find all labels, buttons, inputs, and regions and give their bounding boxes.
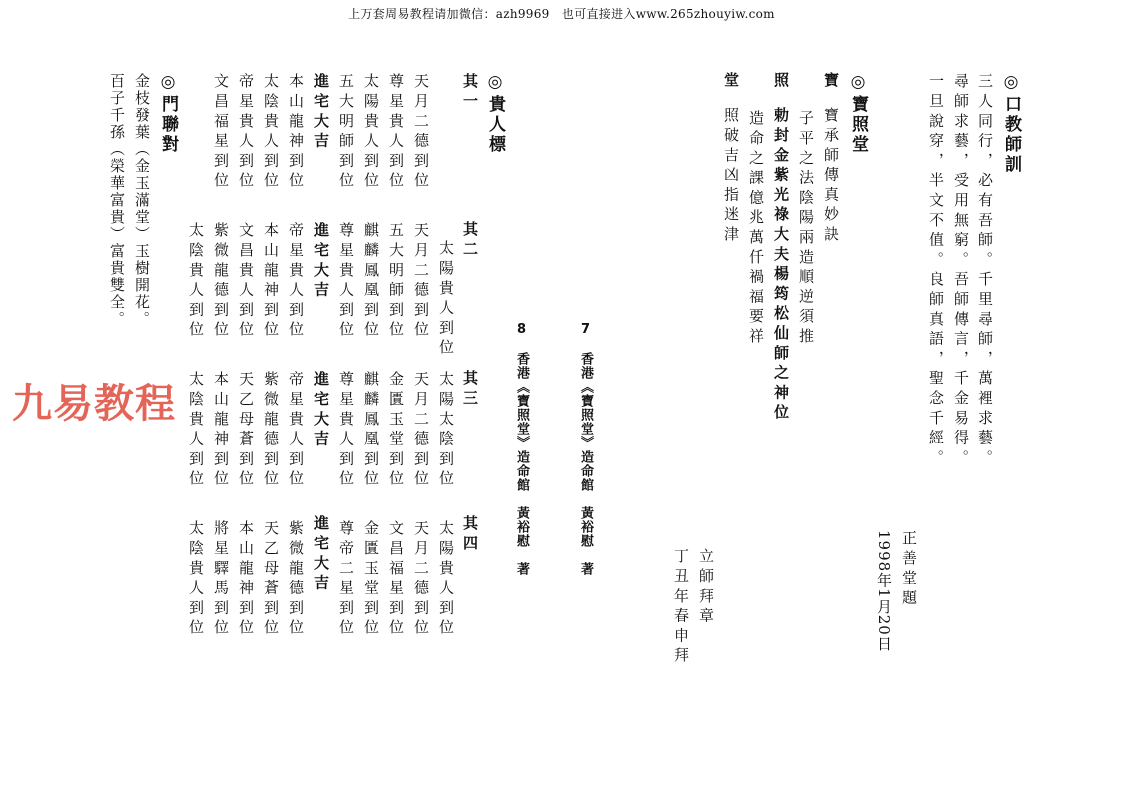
teacher-line: 一旦說穿，半文不值。良師真語，聖念千經。 (927, 73, 945, 469)
guiren-line: 天月二德到位 (412, 222, 430, 341)
guiren-line: 紫微龍德到位 (262, 371, 280, 490)
guiren-line: 太陰貴人到位 (262, 73, 280, 192)
guiren-line: 天月二德到位 (412, 371, 430, 490)
baozhao-head: 照 (772, 72, 790, 92)
baozhao-head: 寶 (822, 72, 840, 92)
teacher-title: ◎口教師訓 (1001, 72, 1021, 175)
group-label: 其三 (461, 370, 479, 410)
guiren-line: 太陰貴人到位 (187, 222, 205, 341)
baozhao-sign: 立師拜章 (697, 548, 715, 628)
guiren-line: 尊星貴人到位 (387, 73, 405, 192)
guiren-line: 紫微龍德到位 (212, 222, 230, 341)
teacher-line: 尋師求藝，受用無窮。吾師傳言，千金易得。 (952, 73, 970, 469)
guiren-title: ◎貴人標 (485, 72, 505, 155)
jinzhai-label: 進宅大吉 (312, 222, 330, 302)
guiren-line: 本山龍神到位 (262, 222, 280, 341)
guiren-line: 尊帝二星到位 (337, 520, 355, 639)
baozhao-title: ◎寶照堂 (848, 72, 868, 155)
guiren-line: 金匱玉堂到位 (387, 371, 405, 490)
menlian-line: 金枝發葉（金玉滿堂）玉樹開花。 (133, 73, 151, 328)
guiren-line: 天乙母蒼到位 (262, 520, 280, 639)
guiren-line: 麒麟鳳凰到位 (362, 371, 380, 490)
guiren-line: 帝星貴人到位 (237, 73, 255, 192)
guiren-line: 本山龍神到位 (237, 520, 255, 639)
guiren-line: 太陰貴人到位 (187, 371, 205, 490)
author-line: 7 香港《寶照堂》造命館 黃裕慰 著 (578, 322, 593, 576)
guiren-line: 本山龍神到位 (287, 73, 305, 192)
teacher-sign: 正善堂題 (900, 530, 918, 610)
teacher-line: 三人同行，必有吾師。千里尋師，萬裡求藝。 (976, 73, 994, 469)
guiren-line: 將星驛馬到位 (212, 520, 230, 639)
guiren-line: 太陰貴人到位 (187, 520, 205, 639)
guiren-line: 尊星貴人到位 (337, 222, 355, 341)
jinzhai-label: 進宅大吉 (312, 371, 330, 451)
guiren-line: 帝星貴人到位 (287, 371, 305, 490)
guiren-line: 金匱玉堂到位 (362, 520, 380, 639)
baozhao-line: 造命之課億兆萬仟禍福要祥 (747, 110, 765, 348)
guiren-line: 太陽太陰到位 (437, 371, 455, 490)
baozhao-line: 照破吉凶指迷津 (722, 107, 740, 246)
menlian-line: 百子千孫（榮華富貴）富貴雙全。 (108, 73, 126, 328)
guiren-line: 天乙母蒼到位 (237, 371, 255, 490)
watermark: 九易教程 (12, 381, 176, 427)
guiren-line: 太陽貴人到位 (362, 73, 380, 192)
author-line: 8 香港《寶照堂》造命館 黃裕慰 著 (514, 322, 529, 576)
group-label: 其一 (461, 73, 479, 113)
baozhao-line: 寶承師傳真妙訣 (822, 107, 840, 246)
guiren-line: 文昌福星到位 (387, 520, 405, 639)
guiren-line: 五大明師到位 (387, 222, 405, 341)
guiren-line: 紫微龍德到位 (287, 520, 305, 639)
guiren-line: 天月二德到位 (412, 520, 430, 639)
baozhao-date: 丁丑年春申拜 (672, 548, 690, 667)
baozhao-line: 子平之法陰陽兩造順逆須推 (797, 110, 815, 348)
menlian-title: ◎門聯對 (158, 72, 178, 155)
guiren-line: 天月二德到位 (412, 73, 430, 192)
baozhao-line: 勅封金紫光祿大夫楊筠松仙師之神位 (772, 107, 790, 424)
jinzhai-label: 進宅大吉 (312, 73, 330, 153)
baozhao-head: 堂 (722, 72, 740, 92)
teacher-date: 1998年1月20日 (875, 530, 893, 652)
guiren-line: 五大明師到位 (337, 73, 355, 192)
group-label: 其四 (461, 515, 479, 555)
guiren-line: 帝星貴人到位 (287, 222, 305, 341)
group-label: 其二 (461, 221, 479, 261)
guiren-line: 太陽貴人到位 (437, 240, 455, 359)
guiren-line: 文昌福星到位 (212, 73, 230, 192)
jinzhai-label: 進宅大吉 (312, 515, 330, 595)
guiren-line: 尊星貴人到位 (337, 371, 355, 490)
guiren-line: 本山龍神到位 (212, 371, 230, 490)
guiren-line: 麒麟鳳凰到位 (362, 222, 380, 341)
guiren-line: 文昌貴人到位 (237, 222, 255, 341)
guiren-line: 太陽貴人到位 (437, 520, 455, 639)
page-header: 上万套周易教程请加微信：azh9969 也可直接进入www.265zhouyiw.com (348, 7, 775, 21)
